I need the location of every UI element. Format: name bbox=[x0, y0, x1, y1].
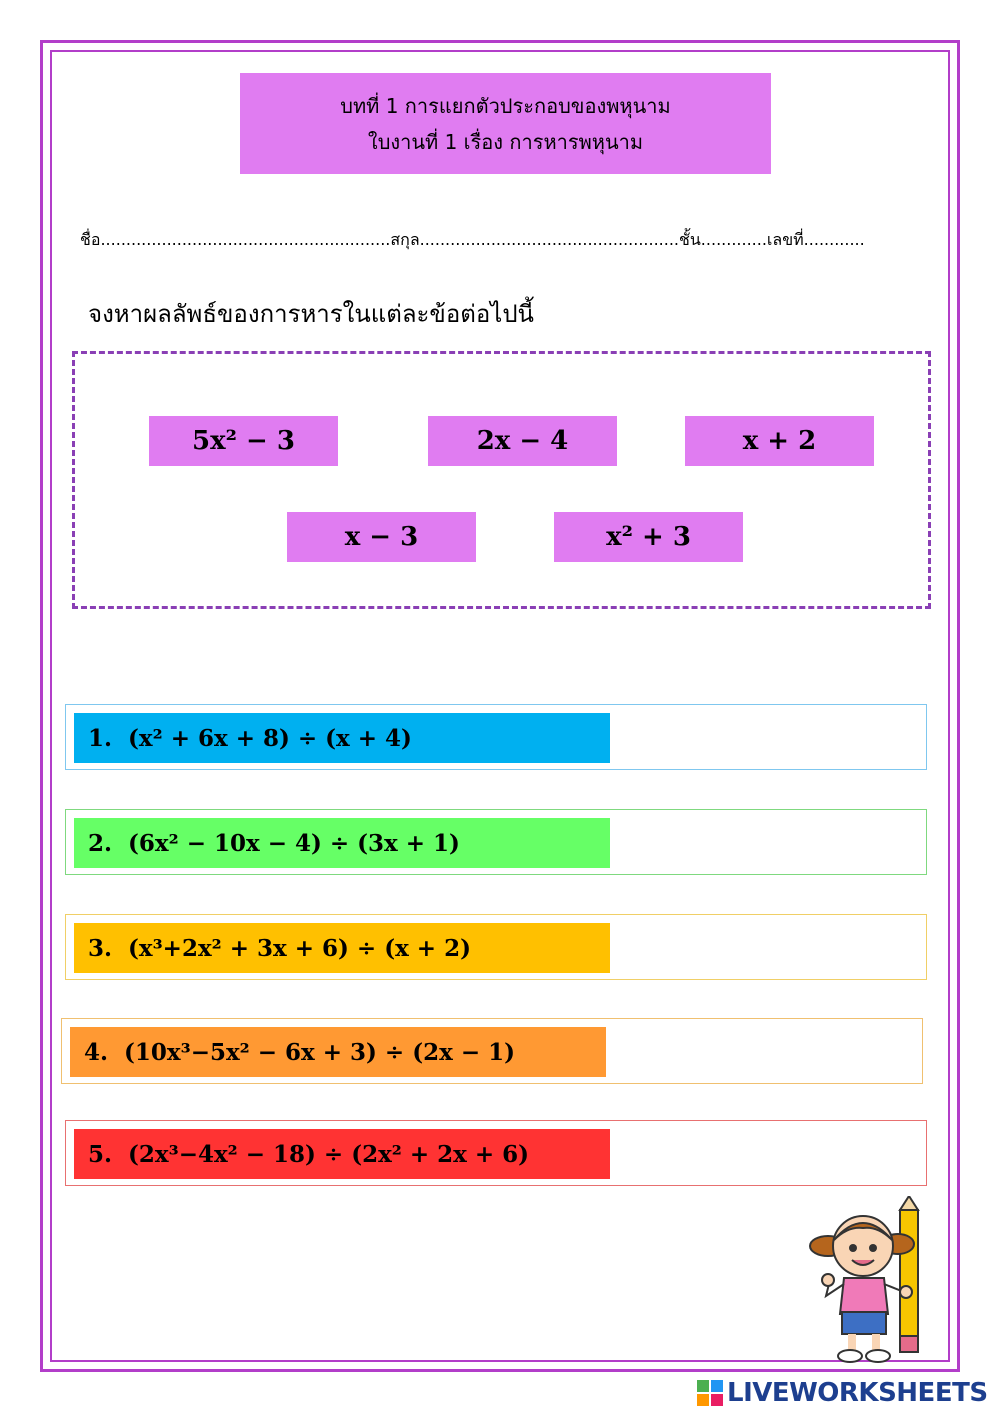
brand-name: LIVEWORKSHEETS bbox=[727, 1378, 988, 1408]
question-row-3[interactable] bbox=[65, 914, 927, 980]
choice-card-5[interactable]: x² + 3 bbox=[554, 512, 743, 562]
question-row-4[interactable] bbox=[61, 1018, 923, 1084]
chapter-title: บทที่ 1 การแยกตัวประกอบของพหุนาม bbox=[340, 93, 671, 118]
liveworksheets-logo-icon bbox=[697, 1380, 723, 1406]
question-expression: (x² + 6x + 8) ÷ (x + 4) bbox=[128, 724, 412, 752]
choice-card-4[interactable]: x − 3 bbox=[287, 512, 476, 562]
question-expression: (6x² − 10x − 4) ÷ (3x + 1) bbox=[128, 829, 460, 857]
choice-card-2[interactable]: 2x − 4 bbox=[428, 416, 617, 466]
question-row-1[interactable] bbox=[65, 704, 927, 770]
question-bar bbox=[74, 923, 610, 973]
question-expression: (2x³−4x² − 18) ÷ (2x² + 2x + 6) bbox=[128, 1140, 530, 1168]
question-number: 3. bbox=[88, 934, 113, 962]
question-bar bbox=[74, 1129, 610, 1179]
question-row-5[interactable] bbox=[65, 1120, 927, 1186]
question-expression: (x³+2x² + 3x + 6) ÷ (x + 2) bbox=[128, 934, 471, 962]
question-expression: (10x³−5x² − 6x + 3) ÷ (2x − 1) bbox=[124, 1038, 515, 1066]
student-info-line: ชื่อ.........................................................สกุล...................................................ชั้น.............เลขที่............ bbox=[80, 230, 865, 249]
girl-with-pencil-illustration bbox=[808, 1196, 948, 1366]
choice-card-1[interactable]: 5x² − 3 bbox=[149, 416, 338, 466]
answer-choices-box bbox=[72, 351, 931, 609]
worksheet-title-box bbox=[240, 73, 771, 174]
worksheet-title: ใบงานที่ 1 เรื่อง การหารพหุนาม bbox=[367, 129, 644, 154]
question-row-2[interactable] bbox=[65, 809, 927, 875]
instruction-text: จงหาผลลัพธ์ของการหารในแต่ละข้อต่อไปนี้ bbox=[88, 300, 534, 328]
question-bar bbox=[74, 818, 610, 868]
question-number: 5. bbox=[88, 1140, 113, 1168]
choice-card-3[interactable]: x + 2 bbox=[685, 416, 874, 466]
footer-branding bbox=[697, 1378, 988, 1408]
question-bar bbox=[70, 1027, 606, 1077]
question-number: 1. bbox=[88, 724, 113, 752]
question-bar bbox=[74, 713, 610, 763]
question-number: 4. bbox=[84, 1038, 109, 1066]
question-number: 2. bbox=[88, 829, 113, 857]
